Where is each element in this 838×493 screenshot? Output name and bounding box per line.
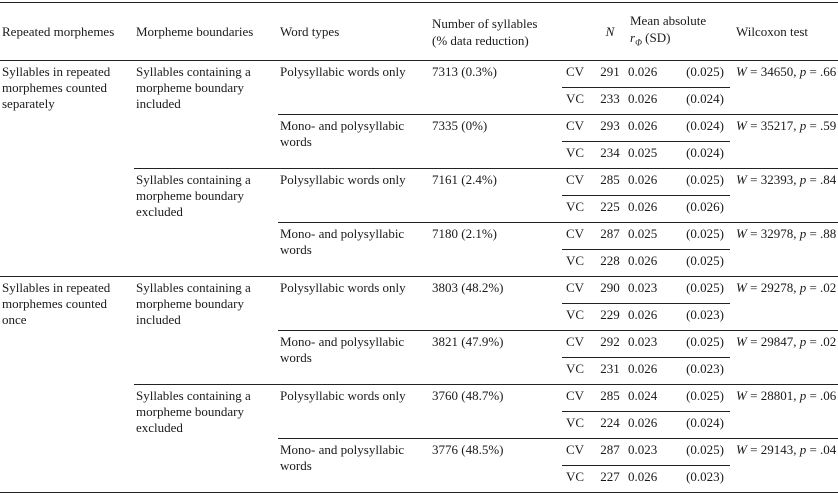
cell-wilcoxon: W = 35217, p = .59	[730, 115, 838, 169]
cell-cv-mean: 0.026	[628, 115, 676, 142]
wilcoxon-w: 28801	[760, 388, 794, 403]
cell-cv-sd: (0.025)	[676, 277, 730, 304]
cell-word-types: Mono- and polysyllabic words	[278, 115, 428, 169]
cell-vc-mean: 0.026	[628, 358, 676, 385]
cell-cv-label: CV	[562, 61, 592, 88]
results-table	[0, 2, 838, 493]
cell-boundaries: Syllables containing a morpheme boundary included	[134, 61, 278, 169]
cell-cv-mean: 0.023	[628, 277, 676, 304]
cell-vc-label: VC	[562, 196, 592, 223]
cell-cv-n: 287	[592, 223, 628, 250]
cell-word-types: Polysyllabic words only	[278, 277, 428, 331]
cell-cv-n: 290	[592, 277, 628, 304]
cell-vc-label: VC	[562, 142, 592, 169]
cell-cv-label: CV	[562, 331, 592, 358]
cell-vc-n: 224	[592, 412, 628, 439]
wilcoxon-p: .88	[820, 226, 837, 241]
cell-vc-n: 231	[592, 358, 628, 385]
header-boundaries: Morpheme boundaries	[134, 3, 278, 61]
header-n: N	[592, 3, 628, 61]
cell-boundaries: Syllables containing a morpheme boundary included	[134, 277, 278, 385]
cell-vc-mean: 0.026	[628, 88, 676, 115]
cell-num-syllables: 7335 (0%)	[428, 115, 562, 169]
cell-vc-n: 229	[592, 304, 628, 331]
wilcoxon-p: .66	[820, 64, 837, 79]
cell-wilcoxon: W = 32393, p = .84	[730, 169, 838, 223]
cell-cv-mean: 0.023	[628, 331, 676, 358]
wilcoxon-w: 29847	[760, 334, 794, 349]
cell-cv-n: 291	[592, 61, 628, 88]
cell-cv-mean: 0.026	[628, 61, 676, 88]
cell-vc-sd: (0.024)	[676, 412, 730, 439]
cell-vc-mean: 0.026	[628, 196, 676, 223]
cell-cv-label: CV	[562, 277, 592, 304]
cell-vc-label: VC	[562, 250, 592, 277]
wilcoxon-w: 29278	[760, 280, 794, 295]
wilcoxon-p: .59	[820, 118, 837, 133]
cell-cv-sd: (0.025)	[676, 331, 730, 358]
table-row	[0, 277, 838, 304]
cell-num-syllables: 3776 (48.5%)	[428, 439, 562, 493]
cell-num-syllables: 7313 (0.3%)	[428, 61, 562, 115]
cell-vc-n: 227	[592, 466, 628, 493]
cell-vc-label: VC	[562, 412, 592, 439]
cell-word-types: Polysyllabic words only	[278, 385, 428, 439]
cell-vc-mean: 0.025	[628, 142, 676, 169]
header-wilcoxon: Wilcoxon test	[730, 3, 838, 61]
cell-boundaries: Syllables containing a morpheme boundary excluded	[134, 169, 278, 277]
cell-vc-n: 233	[592, 88, 628, 115]
cell-vc-mean: 0.026	[628, 250, 676, 277]
cell-cv-sd: (0.025)	[676, 439, 730, 466]
cell-cv-label: CV	[562, 223, 592, 250]
header-spacer	[562, 3, 592, 61]
cell-cv-label: CV	[562, 439, 592, 466]
cell-cv-mean: 0.026	[628, 169, 676, 196]
cell-cv-n: 287	[592, 439, 628, 466]
wilcoxon-p: .02	[820, 334, 837, 349]
cell-cv-mean: 0.024	[628, 385, 676, 412]
cell-cv-n: 285	[592, 385, 628, 412]
table-body	[0, 61, 838, 493]
wilcoxon-w: 29143	[760, 442, 794, 457]
cell-vc-sd: (0.024)	[676, 142, 730, 169]
cell-word-types: Mono- and polysyllabic words	[278, 223, 428, 277]
cell-vc-n: 225	[592, 196, 628, 223]
cell-cv-n: 293	[592, 115, 628, 142]
cell-repeated: Syllables in repeated morphemes counted separately	[0, 61, 134, 277]
cell-vc-mean: 0.026	[628, 304, 676, 331]
wilcoxon-w: 34650	[760, 64, 794, 79]
table-row	[0, 61, 838, 88]
cell-cv-sd: (0.025)	[676, 223, 730, 250]
cell-num-syllables: 3760 (48.7%)	[428, 385, 562, 439]
cell-cv-sd: (0.025)	[676, 61, 730, 88]
cell-vc-sd: (0.023)	[676, 358, 730, 385]
cell-cv-sd: (0.025)	[676, 169, 730, 196]
cell-cv-sd: (0.025)	[676, 385, 730, 412]
cell-wilcoxon: W = 28801, p = .06	[730, 385, 838, 439]
cell-wilcoxon: W = 29278, p = .02	[730, 277, 838, 331]
wilcoxon-p: .04	[820, 442, 837, 457]
header-num-syllables-line1: Number of syllables	[432, 15, 538, 31]
cell-cv-n: 285	[592, 169, 628, 196]
header-mean: Mean absolute $r_\Phi$ (SD)	[628, 3, 730, 61]
cell-cv-sd: (0.024)	[676, 115, 730, 142]
cell-word-types: Polysyllabic words only	[278, 61, 428, 115]
cell-vc-label: VC	[562, 358, 592, 385]
cell-word-types: Mono- and polysyllabic words	[278, 439, 428, 493]
cell-cv-label: CV	[562, 115, 592, 142]
wilcoxon-w: 32393	[760, 172, 794, 187]
cell-cv-n: 292	[592, 331, 628, 358]
cell-cv-mean: 0.023	[628, 439, 676, 466]
cell-vc-label: VC	[562, 466, 592, 493]
cell-wilcoxon: W = 29847, p = .02	[730, 331, 838, 385]
cell-vc-sd: (0.023)	[676, 304, 730, 331]
cell-wilcoxon: W = 32978, p = .88	[730, 223, 838, 277]
wilcoxon-p: .84	[820, 172, 837, 187]
wilcoxon-w: 35217	[760, 118, 794, 133]
cell-vc-label: VC	[562, 304, 592, 331]
cell-boundaries: Syllables containing a morpheme boundary excluded	[134, 385, 278, 493]
header-mean-r: r	[630, 29, 636, 45]
cell-num-syllables: 3821 (47.9%)	[428, 331, 562, 385]
wilcoxon-w: 32978	[760, 226, 794, 241]
cell-vc-mean: 0.026	[628, 466, 676, 493]
wilcoxon-p: .02	[820, 280, 837, 295]
cell-vc-mean: 0.026	[628, 412, 676, 439]
cell-word-types: Mono- and polysyllabic words	[278, 331, 428, 385]
wilcoxon-p: .06	[820, 388, 837, 403]
cell-vc-sd: (0.025)	[676, 250, 730, 277]
cell-cv-mean: 0.025	[628, 223, 676, 250]
header-num-syllables	[428, 3, 562, 61]
cell-vc-n: 234	[592, 142, 628, 169]
header-row	[0, 3, 838, 61]
cell-repeated: Syllables in repeated morphemes counted once	[0, 277, 134, 493]
cell-vc-sd: (0.024)	[676, 88, 730, 115]
cell-word-types: Polysyllabic words only	[278, 169, 428, 223]
cell-num-syllables: 3803 (48.2%)	[428, 277, 562, 331]
cell-cv-label: CV	[562, 385, 592, 412]
cell-vc-n: 228	[592, 250, 628, 277]
cell-wilcoxon: W = 34650, p = .66	[730, 61, 838, 115]
cell-wilcoxon: W = 29143, p = .04	[730, 439, 838, 493]
cell-vc-sd: (0.026)	[676, 196, 730, 223]
cell-vc-sd: (0.023)	[676, 466, 730, 493]
header-word-types: Word types	[278, 3, 428, 61]
cell-num-syllables: 7161 (2.4%)	[428, 169, 562, 223]
header-repeated: Repeated morphemes	[0, 3, 134, 61]
header-mean-line1: Mean absolute	[630, 12, 707, 28]
cell-vc-label: VC	[562, 88, 592, 115]
header-num-syllables-line2: (% data reduction)	[432, 32, 529, 48]
cell-cv-label: CV	[562, 169, 592, 196]
cell-num-syllables: 7180 (2.1%)	[428, 223, 562, 277]
